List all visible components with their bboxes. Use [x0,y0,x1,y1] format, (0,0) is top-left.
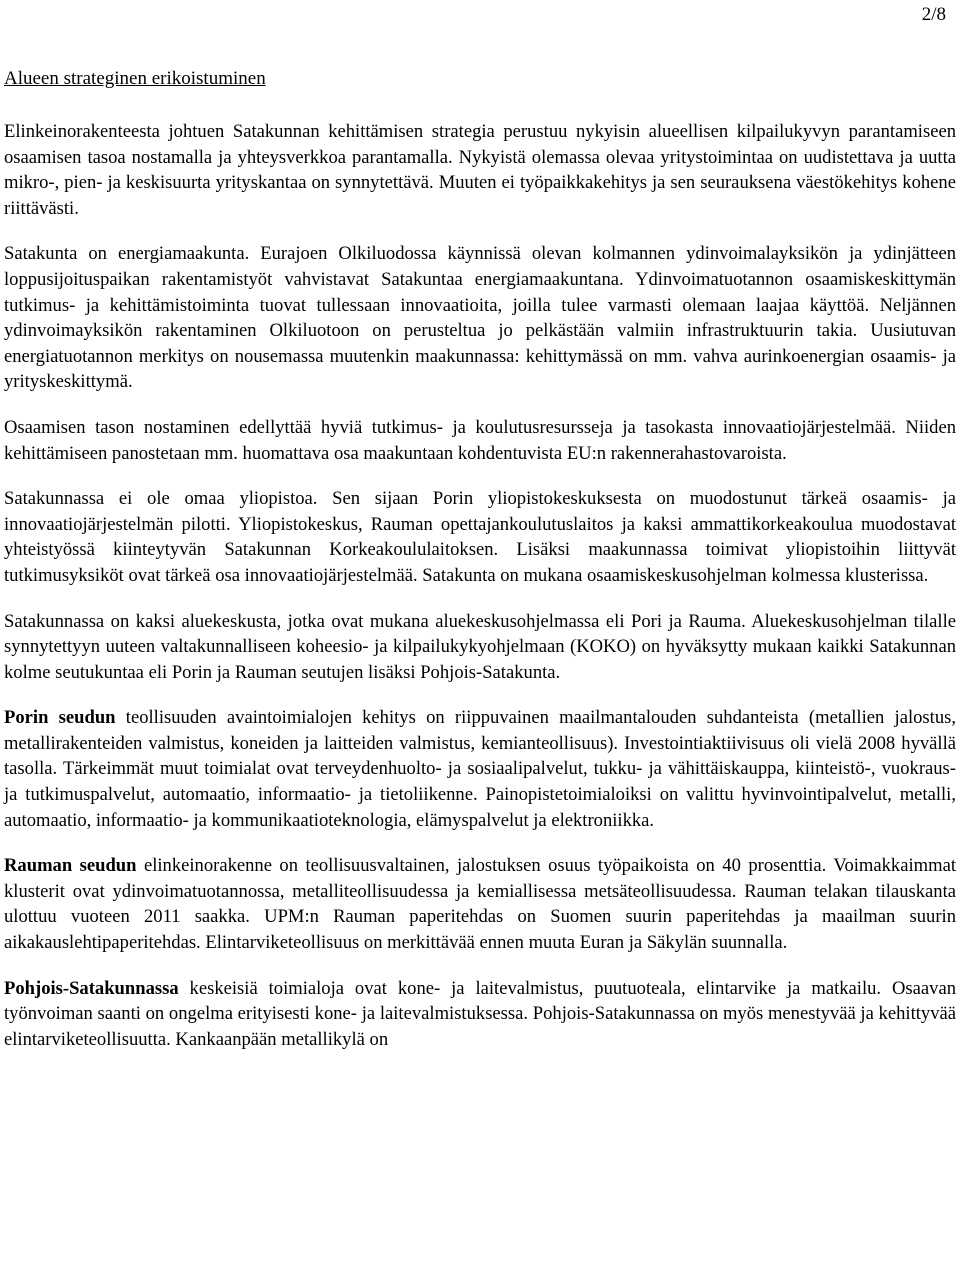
paragraph-pori-region [4,705,956,833]
paragraph-lead: Rauman seudun [4,855,137,877]
paragraph-text: teollisuuden avaintoimialojen kehitys on riippuvainen maailmantalouden suhdanteista (metallien jalostus, metallirakenteiden valmistus, koneiden ja laitteiden valmistus, kemianteollisuus). Investointiaktiivisuus oli vielä 2008 hyvällä tasolla. Tärkeimmät muut toimialat ovat terveydenhuolto- ja sosiaalipalvelut, tukku- ja vähittäiskauppa, kiinteistö-, vuokraus- ja tutkimuspalvelut, automaatio, informaatio- ja tietoliikenne. Painopistetoimialoiksi on valittu hyvinvointipalvelut, metalli, automaatio, informaatio- ja kommunikaatioteknologia, elämyspalvelut ja elektroniikka. [4,707,956,831]
paragraph-university [4,486,956,588]
paragraph-text: elinkeinorakenne on teollisuusvaltainen, jalostuksen osuus työpaikoista on 40 prosenttia. Voimakkaimmat klusterit ovat ydinvoimatuotannossa, metalliteollisuudessa ja kemiallisessa metsäteollisuudessa. Rauman telakan tilauskanta ulottuu vuoteen 2011 saakka. UPM:n Rauman paperitehdas on Suomen suurin paperitehdas ja maailman suurin aikakauslehtipaperitehdas. Elintarviketeollisuus on merkittävää ennen muuta Euran ja Säkylän suunnalla. [4,855,956,954]
paragraph-text: Osaamisen tason nostaminen edellyttää hyviä tutkimus- ja koulutusresursseja ja tasokasta innovaatiojärjestelmää. Niiden kehittämiseen panostetaan mm. huomattava osa maakuntaan kohdentuvista EU:n rakennerahastovaroista. [4,416,956,464]
paragraph-rauma-region [4,853,956,955]
paragraph-lead: Porin seudun [4,707,116,729]
paragraph-text: Elinkeinorakenteesta johtuen Satakunnan kehittämisen strategia perustuu nykyisin alueellisen kilpailukyvyn parantamiseen osaamisen tasoa nostamalla ja yhteysverkkoa parantamalla. Nykyistä olemassa olevaa yritystoimintaa on uudistettava ja uutta mikro-, pien- ja keskisuurta yrityskantaa on synnytettävä. Muuten ei työpaikkakehitys ja sen seurauksena väestökehitys kohene riittävästi. [4,121,956,219]
paragraph-strategy [4,119,956,221]
paragraph-text: keskeisiä toimialoja ovat kone- ja laitevalmistus, puutuoteala, elintarvike ja matkailu. Osaavan työnvoiman saanti on ongelma erityisesti kone- ja laitevalmistuksessa. Pohjois-Satakunnassa on myös menestyvää ja kehittyvää elintarviketeollisuutta. Kankaanpään metallikylä on [4,977,956,1050]
paragraph-text: Satakunnassa on kaksi aluekeskusta, jotka ovat mukana aluekeskusohjelmassa eli Pori ja Rauma. Aluekeskusohjelman tilalle synnytettyyn uuteen valtakunnalliseen koheesio- ja kilpailukykyohjelmaan (KOKO) on hyväksytty mukaan kaikki Satakunnan kolme seutukuntaa eli Porin ja Rauman seutujen lisäksi Pohjois-Satakunta. [4,610,956,683]
paragraph-competence [4,415,956,466]
paragraph-text: Satakunta on energiamaakunta. Eurajoen Olkiluodossa käynnissä olevan kolmannen ydinvoimalayksikön ja ydinjätteen loppusijoituspaikan rakentamistyöt vahvistavat Satakuntaa energiamaakuntana. Ydinvoimatuotannon osaamiskeskittymän tutkimus- ja kehittämistoiminta tuovat tullessaan innovaatioita, joilla tulee varmasti olemaan laajaa käyttöä. Neljännen ydinvoimayksikön rakentaminen Olkiluotoon on perusteltua jo pelkästään valmiin infrastruktuurin takia. Uusiutuvan energiatuotannon merkitys on nousemassa muutenkin maakunnassa: kehittymässä on mm. vahva aurinkoenergian osaamis- ja yrityskeskittymä. [4,243,956,393]
paragraph-regional-centres [4,609,956,686]
paragraph-text: Satakunnassa ei ole omaa yliopistoa. Sen sijaan Porin yliopistokeskuksesta on muodostunut tärkeä osaamis- ja innovaatiojärjestelmän pilotti. Yliopistokeskus, Rauman opettajankoulutuslaitos ja kaksi ammattikorkeakoulua muodostavat yhteistyössä kiinteytyvän Satakunnan Korkeakoululaitoksen. Lisäksi maakunnassa toimivat yliopistoihin liittyvät tutkimusyksiköt ovat tärkeä osa innovaatiojärjestelmää. Satakunta on mukana osaamiskeskusohjelman kolmessa klusterissa. [4,488,956,586]
paragraph-northern-satakunta [4,976,956,1053]
page-number: 2/8 [921,4,946,25]
document-body [4,66,956,1072]
section-heading: Alueen strateginen erikoistuminen [4,68,266,89]
paragraph-lead: Pohjois-Satakunnassa [4,977,179,999]
paragraph-energy [4,241,956,395]
